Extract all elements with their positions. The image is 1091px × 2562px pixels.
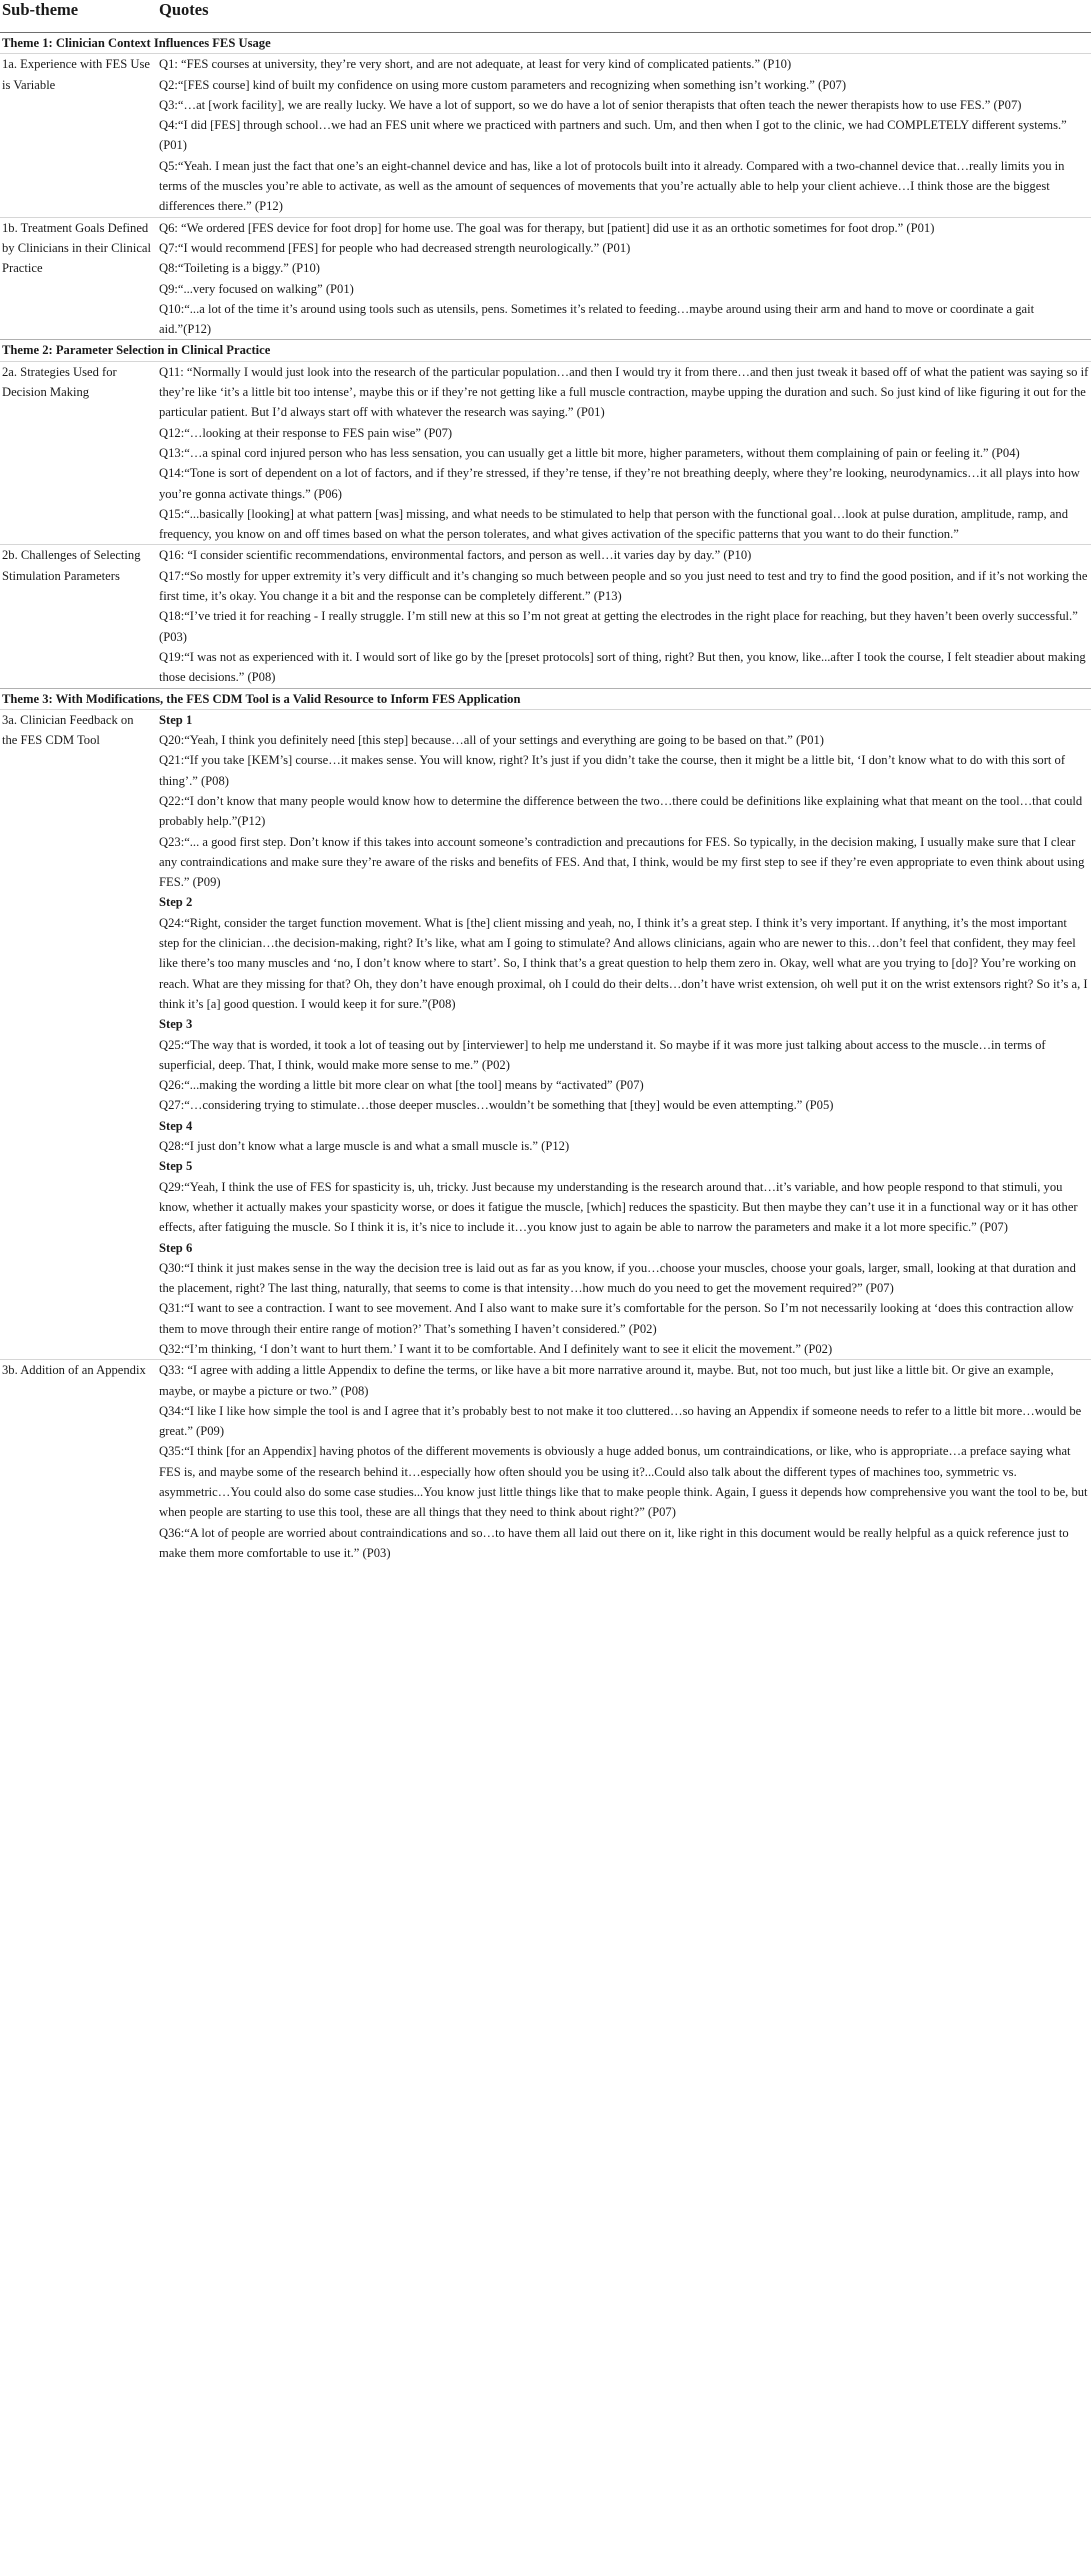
- quote: Q34:“I like I like how simple the tool is and I agree that it’s probably best to not make it too cluttered…so having an Appendix if someone needs to refer to a little bit more…would be great.” (P09): [159, 1403, 1082, 1439]
- theme-row: [0, 33, 1091, 54]
- quote: Q19:“I was not as experienced with it. I would sort of like go by the [preset protocols] sort of thing, right? But then, you know, like...after I took the course, I felt steadier about making those decisions.” (P08): [159, 649, 1086, 685]
- quote: Q17:“So mostly for upper extremity it’s very difficult and it’s changing so much between people and so you just need to test and try to find the good position, and if it’s not working the first time, it’s okay. You change it a bit and the response can be completely different.” (P13): [159, 568, 1088, 604]
- theme-row: [0, 340, 1091, 361]
- theme-row: [0, 688, 1091, 709]
- quote: Q22:“I don’t know that many people would know how to determine the difference between the two…there could be definitions like explaining what that meant on the tool…that could probably help.”(P12): [159, 793, 1083, 829]
- quotes-cell: [157, 361, 1091, 545]
- step-heading: Step 6: [159, 1240, 193, 1255]
- quote: Q32:“I’m thinking, ‘I don’t want to hurt them.’ I want it to be comfortable. And I definitely want to see it elicit the movement.” (P02): [159, 1342, 833, 1356]
- quote: Q3:“…at [work facility], we are really lucky. We have a lot of support, so we do have a lot of senior therapists that often teach the newer therapists how to use FES.” (P07): [159, 97, 1022, 112]
- quotes-cell: [157, 545, 1091, 688]
- quote: Q15:“...basically [looking] at what pattern [was] missing, and what needs to be stimulated to help that person with the functional goal…look at pulse duration, amplitude, ramp, and frequency, you know on and off times based on what the person tolerates, and what gives activation of the specific patterns that you want to do their function.”: [159, 506, 1068, 542]
- quote: Q10:“...a lot of the time it’s around using tools such as utensils, pens. Sometimes it’s related to feeding…maybe around using their arm and hand to move or coordinate a gait aid.”(P12): [159, 301, 1035, 337]
- subtheme-row: [0, 54, 1091, 217]
- quote: Q33: “I agree with adding a little Appendix to define the terms, or like have a bit more narrative around it, maybe. But, not too much, but just like a little bit. Or give an example, maybe, or maybe a picture or two.” (P08): [159, 1363, 1054, 1398]
- theme-title: Theme 2: Parameter Selection in Clinical Practice: [0, 340, 1091, 361]
- subtheme-row: [0, 709, 1091, 1360]
- quotes-cell: [157, 1360, 1091, 1563]
- quotes-column-header: Quotes: [157, 0, 1091, 33]
- subtheme-column-header: Sub-theme: [0, 0, 157, 33]
- step-heading: Step 5: [159, 1159, 193, 1174]
- step-heading: Step 1: [159, 712, 193, 727]
- quote: Q14:“Tone is sort of dependent on a lot of factors, and if they’re stressed, if they’re tense, if they’re not breathing deeply, where they’re looking, neurodynamics…it all plays into how you’re gonna activate things.” (P06): [159, 466, 1080, 501]
- subtheme-label: 1b. Treatment Goals Defined by Clinicians in their Clinical Practice: [0, 217, 157, 340]
- quotes-cell: [157, 217, 1091, 340]
- quote: Q30:“I think it just makes sense in the way the decision tree is laid out as far as you know, if you…choose your muscles, choose your goals, larger, small, looking at that duration and the placement, right? The last thing, naturally, that seems to come is that intensity…how much do you need to get the movement required?” (P07): [159, 1260, 1076, 1296]
- subtheme-row: [0, 545, 1091, 688]
- quote: Q5:“Yeah. I mean just the fact that one’s an eight-channel device and has, like a lot of protocols built into it already. Compared with a two-channel device that…really limits you in terms of the muscles you’re able to activate, as well as the amount of sequences of movements that you’re actually able to help your client achieve…I think those are the biggest differences there.” (P12): [159, 158, 1065, 214]
- quote: Q23:“... a good first step. Don’t know if this takes into account someone’s contradiction and precautions for FES. So typically, in the decision making, I usually make sure that I clear any contraindications and make sure they’re aware of the risks and benefits of FES. And that, I think, would be my first step to see if they’re even appropriate to even think about using FES.” (P09): [159, 834, 1085, 890]
- subtheme-label: 3b. Addition of an Appendix: [0, 1360, 157, 1563]
- quote: Q26:“...making the wording a little bit more clear on what [the tool] means by “activated” (P07): [159, 1078, 644, 1093]
- quote: Q1: “FES courses at university, they’re very short, and are not adequate, at least for very kind of complicated patients.” (P10): [159, 57, 792, 72]
- quote: Q11: “Normally I would just look into the research of the particular population…and then I would try it from there…and then just tweak it based off of what the patient was saying so if they’re like ‘it’s a little bit too intense’, maybe this or if they’re not getting like a full muscle contraction, maybe upping the duration and such. So just kind of like figuring it out for the particular patient. But I’d always start off with whatever the research was saying.” (P01): [159, 364, 1089, 420]
- quote: Q21:“If you take [KEM’s] course…it makes sense. You will know, right? It’s just if you didn’t take the course, then it might be a little bit, ‘I don’t know what to do with this sort of thing’.” (P08): [159, 753, 1066, 788]
- quote: Q2:“[FES course] kind of built my confidence on using more custom parameters and recognizing when something isn’t working.” (P07): [159, 77, 847, 92]
- subtheme-row: [0, 1360, 1091, 1563]
- subtheme-label: 3a. Clinician Feedback on the FES CDM Tool: [0, 709, 157, 1360]
- quote: Q7:“I would recommend [FES] for people who had decreased strength neurologically.” (P01): [159, 240, 631, 255]
- step-heading: Step 3: [159, 1017, 193, 1032]
- quote: Q25:“The way that is worded, it took a lot of teasing out by [interviewer] to help me understand it. So maybe if it was more just talking about access to the muscle…in terms of superficial, deep. That, I think, would make more sense to me.” (P02): [159, 1037, 1046, 1072]
- quote: Q8:“Toileting is a biggy.” (P10): [159, 261, 320, 276]
- theme-title: Theme 1: Clinician Context Influences FES Usage: [2, 36, 271, 50]
- theme-title: Theme 3: With Modifications, the FES CDM Tool is a Valid Resource to Inform FES Application: [0, 688, 1091, 709]
- subtheme-label: 2a. Strategies Used for Decision Making: [0, 361, 157, 545]
- quote: Q18:“I’ve tried it for reaching - I really struggle. I’m still new at this so I’m not great at getting the electrodes in the right place for reaching, but they haven’t been overly successful.” (P03): [159, 609, 1078, 644]
- quote: Q16: “I consider scientific recommendations, environmental factors, and person as well…it varies day by day.” (P10): [159, 548, 752, 563]
- table-header-row: [0, 0, 1091, 33]
- quote: Q28:“I just don’t know what a large muscle is and what a small muscle is.” (P12): [159, 1139, 570, 1154]
- quote: Q29:“Yeah, I think the use of FES for spasticity is, uh, tricky. Just because my understanding is the research around that…it’s variable, and how people respond to that stimuli, you know, whether it actually makes your spasticity worse, or does it fatigue the muscle, [which] reduces the spasticity. But then maybe they can’t use it in a functional way or it has other effects, after fatiguing the muscle. So I think it is, it’s nice to include it…you know just to again be able to narrow the parameters and make it a lot more specific.” (P07): [159, 1179, 1078, 1235]
- quote: Q6: “We ordered [FES device for foot drop] for home use. The goal was for therapy, but [patient] did use it as an orthotic sometimes for foot drop.” (P01): [159, 220, 935, 235]
- subtheme-label: 2b. Challenges of Selecting Stimulation Parameters: [0, 545, 157, 688]
- step-heading: Step 4: [159, 1118, 193, 1133]
- quote: Q4:“I did [FES] through school…we had an FES unit where we practiced with partners and such. Um, and then when I got to the clinic, we had COMPLETELY different systems.” (P01): [159, 118, 1067, 153]
- quotes-cell: [157, 54, 1091, 217]
- quotes-cell: [157, 709, 1091, 1360]
- quote: Q13:“…a spinal cord injured person who has less sensation, you can usually get a little bit more, higher parameters, without them complaining of pain or feeling it.” (P04): [159, 445, 1020, 460]
- quote: Q9:“...very focused on walking” (P01): [159, 281, 354, 296]
- quote: Q35:“I think [for an Appendix] having photos of the different movements is obviously a huge added bonus, um contraindications, or like, who is appropriate…a preface saying what FES is, and maybe some of the research behind it…especially how often should you be using it?...Could also talk about the different types of machines too, symmetric vs. asymmetric…You could also do some case studies...You know just little things like that to make people think. Again, I guess it depends how comprehensive you want the tool to be, but when people are starting to use this tool, these are all things that they need to think about right?” (P07): [159, 1444, 1088, 1520]
- quote: Q20:“Yeah, I think you definitely need [this step] because…all of your settings and everything are going to be based on that.” (P01): [159, 733, 824, 748]
- step-heading: Step 2: [159, 895, 193, 910]
- quote: Q12:“…looking at their response to FES pain wise” (P07): [159, 425, 453, 440]
- quote: Q36:“A lot of people are worried about contraindications and so…to have them all laid out there on it, like right in this document would be really helpful as a quick reference just to make them more comfortable to use it.” (P03): [159, 1525, 1069, 1560]
- subtheme-row: [0, 217, 1091, 340]
- subtheme-label: 1a. Experience with FES Use is Variable: [0, 54, 157, 217]
- quote: Q31:“I want to see a contraction. I want to see movement. And I also want to make sure it’s comfortable for the person. So I’m not necessarily looking at ‘does this contraction allow them to move through their entire range of motion?’ That’s something I haven’t considered.” (P02): [159, 1301, 1074, 1336]
- quote: Q24:“Right, consider the target function movement. What is [the] client missing and yeah, no, I think it’s a great step. I think it’s very important. If anything, it’s the most important step for the clinician…the decision-making, right? It’s like, what am I going to stimulate? And allows clinicians, again who are newer to this…don’t feel that confident, they may feel like there’s too many muscles and ‘no, I don’t know where to start’. So, I think that’s a great question to help them zero in. Okay, well what are you trying to [do]? You’re working on reach. What are they missing for that? Oh, they don’t have enough proximal, oh I could do their delts…don’t have wrist extension, oh well put it on the wrist extensors right? So it’s a, I think it’s [a] good question. I would keep it for sure.”(P08): [159, 915, 1088, 1011]
- subtheme-row: [0, 361, 1091, 545]
- quote: Q27:“…considering trying to stimulate…those deeper muscles…wouldn’t be something that [they] would be even attempting.” (P05): [159, 1098, 834, 1113]
